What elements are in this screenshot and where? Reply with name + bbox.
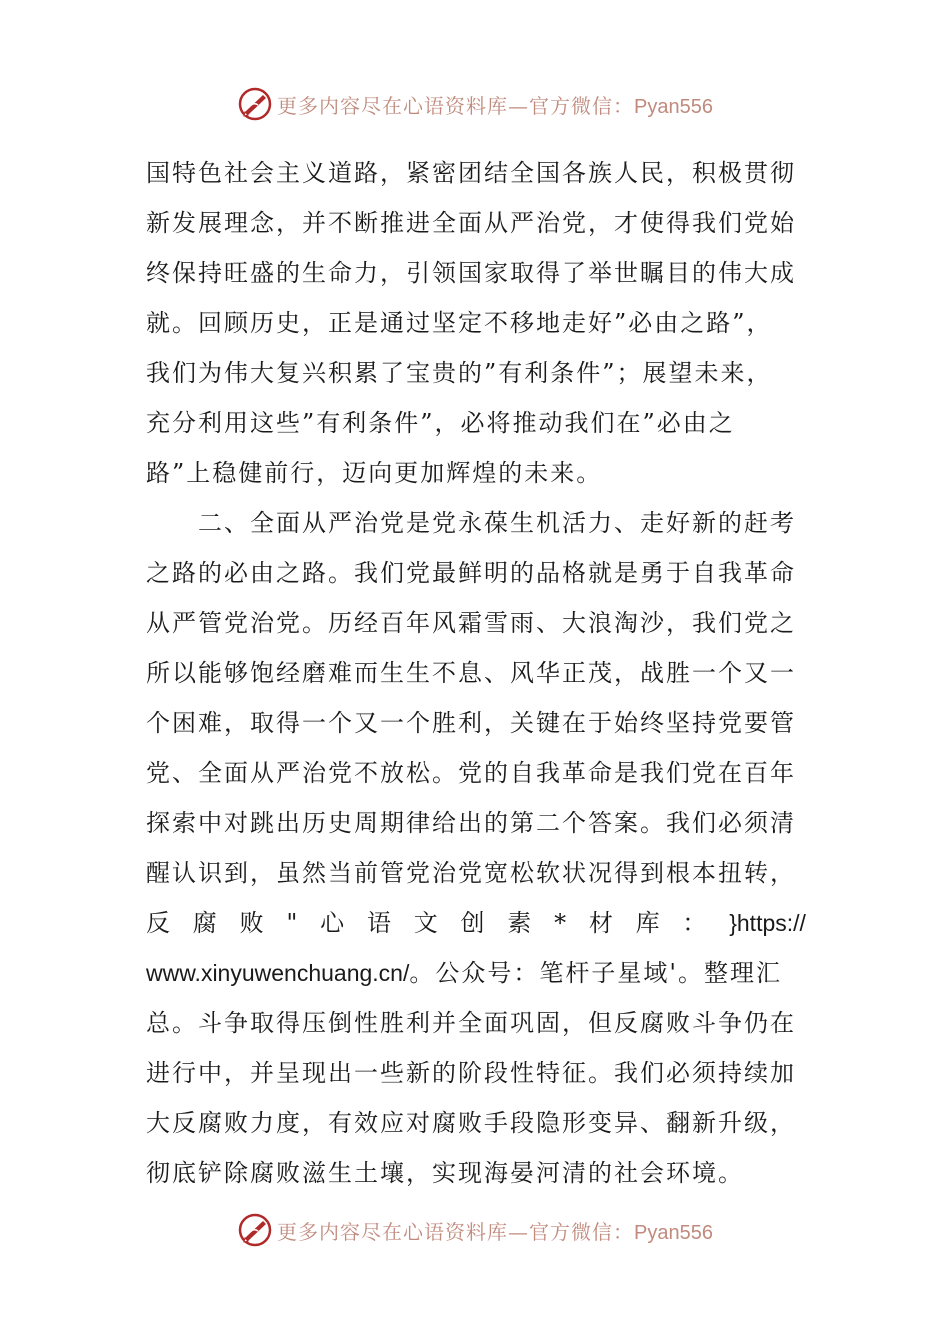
footer-banner-label: 更多内容尽在心语资料库—官方微信： [277,1219,635,1244]
body-line: 醒认识到，虽然当前管党治党宽松软状况得到根本扭转， [146,859,796,887]
body-line: 新发展理念，并不断推进全面从严治党，才使得我们党始 [146,209,796,237]
body-line: 党、全面从严治党不放松。党的自我革命是我们党在百年 [146,759,796,787]
justified-char: 腐 [192,909,219,937]
body-line: 终保持旺盛的生命力，引领国家取得了举世瞩目的伟大成 [146,259,796,287]
pen-logo-icon [237,86,273,122]
justified-char: 反 [146,909,172,937]
body-line: 总。斗争取得压倒性胜利并全面巩固，但反腐败斗争仍在 [146,1009,796,1037]
document-body [146,148,806,1198]
justified-char: 文 [413,909,440,937]
body-line: 彻底铲除腐败滋生土壤，实现海晏河清的社会环境。 [146,1159,744,1187]
justified-char: 素 [507,909,534,937]
justified-char: 语 [366,909,393,937]
body-line: 我们为伟大复兴积累了宝贵的”有利条件”；展望未来， [146,359,773,387]
justified-char: ： [682,909,709,937]
website-url: www.xinyuwenchuang.cn/ [146,960,410,986]
header-wechat-id: Pyan556 [634,95,713,118]
body-line: 就。回顾历史，正是通过坚定不移地走好”必由之路”， [146,309,773,337]
justified-char: 心 [320,909,347,937]
url-fragment: }https:// [729,910,806,936]
pen-logo-icon [237,1212,273,1248]
body-line: 进行中，并呈现出一些新的阶段性特征。我们必须持续加 [146,1059,796,1087]
body-line: 个困难，取得一个又一个胜利，关键在于始终坚持党要管 [146,709,796,737]
header-banner-label: 更多内容尽在心语资料库—官方微信： [277,93,635,118]
justified-char: 库 [635,909,662,937]
body-line: 之路的必由之路。我们党最鲜明的品格就是勇于自我革命 [146,559,796,587]
body-line: 探索中对跳出历史周期律给出的第二个答案。我们必须清 [146,809,796,837]
justified-char: 创 [460,909,487,937]
header-banner [0,84,950,124]
justified-char: 败 [239,909,266,937]
paragraph-two-start: 二、全面从严治党是党永葆生机活力、走好新的赶考 [146,509,796,537]
body-line: 从严管党治党。历经百年风霜雪雨、大浪淘沙，我们党之 [146,609,796,637]
footer-banner-text [277,1216,713,1245]
body-line: 路”上稳健前行，迈向更加辉煌的未来。 [146,459,603,487]
body-line: 所以能够饱经磨难而生生不息、风华正茂，战胜一个又一 [146,659,796,687]
url-line-rest: 。公众号：笔杆子星域'。整理汇 [409,959,782,987]
justified-char: 材 [588,909,615,937]
body-line: 充分利用这些”有利条件”，必将推动我们在”必由之 [146,409,735,437]
justified-char: " [286,909,300,937]
body-line: 大反腐败力度，有效应对腐败手段隐形变异、翻新升级， [146,1109,796,1137]
justified-char: * [554,909,569,937]
justified-watermark-line [146,898,806,948]
body-line: 国特色社会主义道路，紧密团结全国各族人民，积极贯彻 [146,159,796,187]
footer-wechat-id: Pyan556 [634,1221,713,1244]
url-line [146,948,806,998]
header-banner-text [277,90,713,119]
footer-banner [0,1210,950,1250]
